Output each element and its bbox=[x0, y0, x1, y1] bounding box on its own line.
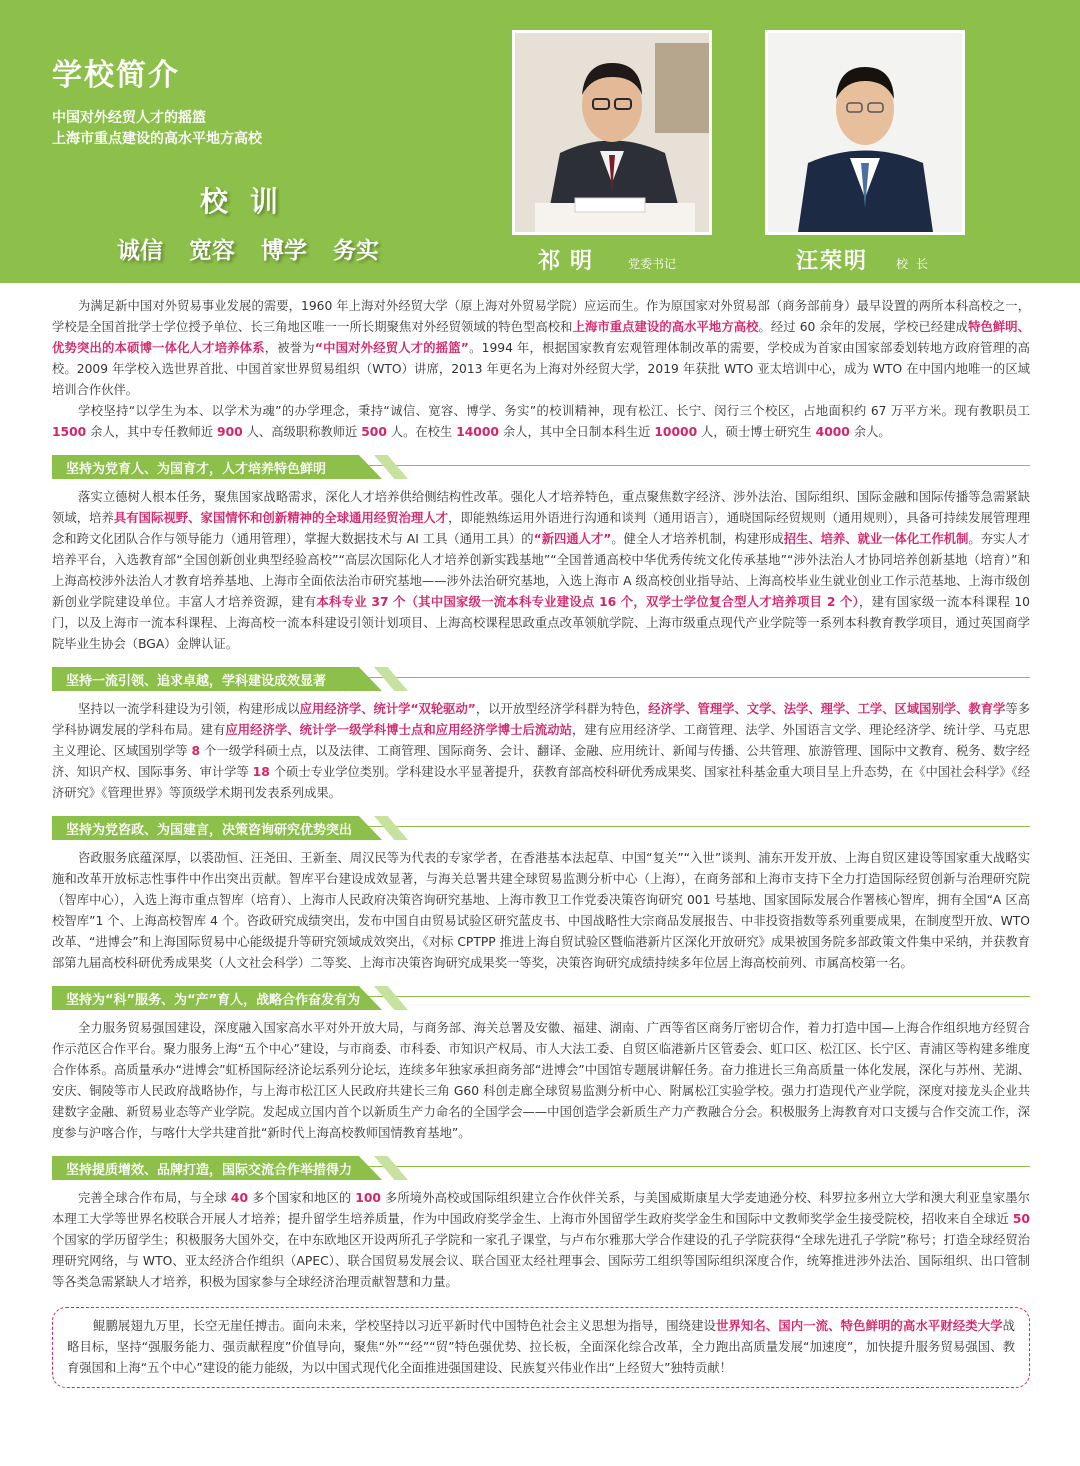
leader-role-secretary: 党委书记 bbox=[628, 257, 677, 271]
section-think-tank-text: 咨政服务底蕴深厚，以裘劭恒、汪尧田、王新奎、周汉民等为代表的专家学者，在香港基本法起草、中国“复关”“入世”谈判、浦东开发开放、上海自贸区建设等国家重大战略实施和改革开放标志性事件中作出突出贡献。智库平台建设成效显著，与海关总署共建全球贸易监测分析中心（上海），在商务部和上海市支持下全力打造国际经贸创新与治理研究院（智库中心），入选上海市重点智库（培育）、上海市人民政府决策咨询研究基地、上海市教卫工作党委决策咨询研究 001 号基地、国家国际发展合作署核心智库，拥有全国“A 区高校智库”1 个、上海高校智库 4 个。咨政研究成绩突出，发布中国自由贸易试验区研究蓝皮书、中国战略性大宗商品发展报告、中非投资指数等系列重要成果，在制度型开放、WTO 改革、“进博会”和上海国际贸易中心能级提升等研究领域成效突出，《对标 CPTPP 推进上海自贸试验区暨临港新片区深化开放研究》成果被国务院多部政策文件集中采纳，并获教育部第九届高校科研优秀成果奖（人文社会科学）二等奖、上海市决策咨询研究成果奖一等奖，决策咨询研究成绩持续多年位居上海高校前列、市属高校第一名。 bbox=[52, 851, 1030, 970]
page-title: 学校简介 bbox=[52, 58, 180, 93]
section-title: 坚持提质增效、品牌打造，国际交流合作举措得力 bbox=[66, 1163, 353, 1178]
subtitle-2: 上海市重点建设的高水平地方高校 bbox=[52, 131, 262, 147]
motto: 诚信 宽容 博学 务实 bbox=[117, 238, 380, 264]
leader-photo-president bbox=[765, 30, 965, 235]
section-title: 坚持一流引领、追求卓越，学科建设成效显著 bbox=[66, 674, 327, 689]
intro-paragraph-2: 学校坚持“以学生为本、以学术为魂”的办学理念，秉持“诚信、宽容、博学、务实”的校训精神，现有松江、长宁、闵行三个校区，占地面积约 67 万平方米。现有教职员工 1500 余人，其中专任教师近 900 人、高级职称教师近 500 人。在校生 14000 余人，其中全日制本科生近 10000 人，硕士博士研究生 4000 余人。 bbox=[52, 404, 1030, 439]
leader-name-president: 汪荣明 bbox=[796, 249, 869, 274]
section-header-discipline bbox=[52, 667, 1030, 691]
section-header-talent bbox=[52, 455, 1030, 479]
subtitle-1: 中国对外经贸人才的摇篮 bbox=[52, 110, 206, 126]
section-header-cooperation bbox=[52, 986, 1030, 1010]
leader-role-president: 校长 bbox=[896, 257, 937, 271]
section-discipline-text: 坚持以一流学科建设为引领，构建形成以应用经济学、统计学“双轮驱动”，以开放型经济学科群为特色，经济学、管理学、文学、法学、理学、工学、区域国别学、教育学等多学科协调发展的学科布局。建有应用经济学、统计学一级学科博士点和应用经济学博士后流动站，建有应用经济学、工商管理、法学、外国语言文学、理论经济学、统计学、马克思主义理论、区域国别学等 8 个一级学科硕士点，以及法律、工商管理、国际商务、会计、翻译、金融、应用统计、新闻与传播、公共管理、旅游管理、国际中文教育、税务、数字经济、知识产权、国际事务、审计学等 18 个硕士专业学位类别。学科建设水平显著提升，获教育部高校科研优秀成果奖、国家社科基金重大项目呈上升态势，在《中国社会科学》《经济研究》《管理世界》等顶级学术期刊发表系列成果。 bbox=[52, 702, 1030, 800]
section-talent-text: 落实立德树人根本任务，聚焦国家战略需求，深化人才培养供给侧结构性改革。强化人才培养特色，重点聚焦数字经济、涉外法治、国际组织、国际金融和国际传播等急需紧缺领域，培养具有国际视野、家国情怀和创新精神的全球通用经贸治理人才，即能熟练运用外语进行沟通和谈判（通用语言），通晓国际经贸规则（通用规则），具备可持续发展管理理念和跨文化团队合作与领导能力（通用管理），掌握大数据技术与 AI 工具（通用工具）的“新四通人才”。健全人才培养机制，构建形成招生、培养、就业一体化工作机制。夯实人才培养平台，入选教育部“全国创新创业典型经验高校”“高层次国际化人才培养创新实践基地”“全国普通高校中华优秀传统文化传承基地”“涉外法治人才协同培养创新基地（培育）”和上海高校涉外法治人才教育培养基地、上海市全面依法治市研究基地——涉外法治研究基地，入选上海市 A 级高校创业指导站、上海高校毕业生就业创业工作示范基地、上海市级创新创业学院建设单位。丰富人才培养资源，建有本科专业 37 个（其中国家级一流本科专业建设点 16 个，双学士学位复合型人才培养项目 2 个），建有国家级一流本科课程 10 门，以及上海市一流本科课程、上海高校一流本科建设引领计划项目、上海高校课程思政重点改革领航学院、上海市级重点现代产业学院等一系列本科教育教学项目，通过英国商学院毕业生协会（BGA）金牌认证。 bbox=[52, 490, 1030, 651]
closing-text: 鲲鹏展翅九万里，长空无崖任搏击。面向未来，学校坚持以习近平新时代中国特色社会主义思想为指导，围绕建设世界知名、国内一流、特色鲜明的高水平财经类大学战略目标，坚持“强服务能力、强贡献程度”价值导向，聚焦“外”“经”“贸”特色强优势、拉长板，全面深化综合改革，全力跑出高质量发展“加速度”，加快提升服务贸易强国、教育强国和上海“五个中心”建设的能力能级，为以中国式现代化全面推进强国建设、民族复兴伟业作出“上经贸大”独特贡献！ bbox=[67, 1319, 1015, 1375]
main-content bbox=[52, 296, 1030, 1388]
portrait-image bbox=[768, 33, 962, 232]
leader-name-secretary: 祁明 bbox=[538, 249, 603, 274]
motto-title: 校训 bbox=[200, 185, 301, 218]
section-international-text: 完善全球合作布局，与全球 40 多个国家和地区的 100 多所境外高校或国际组织建立合作伙伴关系，与美国威斯康星大学麦迪逊分校、科罗拉多州立大学和澳大利亚皇家墨尔本理工大学等世界名校联合开展人才培养；提升留学生培养质量，作为中国政府奖学金生、上海市外国留学生政府奖学金生和国际中文教师奖学金生接受院校，招收来自全球近 50 个国家的学历留学生；积极服务大国外交，在中东欧地区开设两所孔子学院和一家孔子课堂，与卢布尔雅那大学合作建设的孔子学院获得“全球先进孔子学院”称号；打造全球经贸治理研究网络，与 WTO、亚太经济合作组织（APEC）、联合国贸易发展会议、联合国亚太经社理事会、国际劳工组织等国际组织深度合作，统筹推进涉外法治、国际组织、出口管制等各类急需紧缺人才培养，积极为国家参与全球经济治理贡献智慧和力量。 bbox=[52, 1191, 1030, 1289]
closing-box bbox=[52, 1307, 1030, 1388]
header-banner bbox=[0, 0, 1080, 283]
section-title: 坚持为党咨政、为国建言，决策咨询研究优势突出 bbox=[66, 823, 353, 838]
intro-paragraph-1: 为满足新中国对外贸易事业发展的需要，1960 年上海对外经贸大学（原上海对外贸易学院）应运而生。作为原国家对外贸易部（商务部前身）最早设置的两所本科高校之一，学校是全国首批学士学位授予单位、长三角地区唯一一所长期聚焦对外经贸领域的特色型高校和上海市重点建设的高水平地方高校。经过 60 余年的发展，学校已经建成特色鲜明、优势突出的本硕博一体化人才培养体系，被誉为“中国对外经贸人才的摇篮”。1994 年，根据国家教育宏观管理体制改革的需要，学校成为首家由国家部委划转地方政府管理的高校。2009 年学校入选世界首批、中国首家世界贸易组织（WTO）讲席，2013 年更名为上海对外经贸大学，2019 年获批 WTO 亚太培训中心，成为 WTO 在中国内地唯一的区域培训合作伙伴。 bbox=[52, 299, 1030, 397]
section-header-international bbox=[52, 1156, 1030, 1180]
leader-photo-secretary bbox=[512, 30, 712, 235]
portrait-image bbox=[515, 33, 709, 232]
section-title: 坚持为党育人、为国育才，人才培养特色鲜明 bbox=[66, 462, 327, 477]
section-cooperation-text: 全力服务贸易强国建设，深度融入国家高水平对外开放大局，与商务部、海关总署及安徽、福建、湖南、广西等省区商务厅密切合作，着力打造中国—上海合作组织地方经贸合作示范区合作平台。聚力服务上海“五个中心”建设，与市商委、市科委、市知识产权局、市人大法工委、自贸区临港新片区管委会、虹口区、松江区、长宁区、青浦区等构建多维度合作体系。高质量承办“进博会”虹桥国际经济论坛系列分论坛，连续多年独家承担商务部“进博会”中国馆专题展讲解任务。奋力推进长三角高质量一体化发展，深化与苏州、芜湖、安庆、铜陵等市人民政府战略协作，与上海市松江区人民政府共建长三角 G60 科创走廊全球贸易监测分析中心、附属松江实验学校。强力打造现代产业学院，深度对接龙头企业共建数字金融、新贸易业态等产业学院。发起成立国内首个以新质生产力命名的全国学会——中国创造学会新质生产力产教融合分会。积极服务上海教育对口支援与合作交流工作，深度参与沪喀合作，与喀什大学共建首批“新时代上海高校教师国情教育基地”。 bbox=[52, 1021, 1030, 1140]
section-title: 坚持为“科”服务、为“产”育人，战略合作奋发有为 bbox=[66, 993, 361, 1008]
section-header-think-tank bbox=[52, 816, 1030, 840]
